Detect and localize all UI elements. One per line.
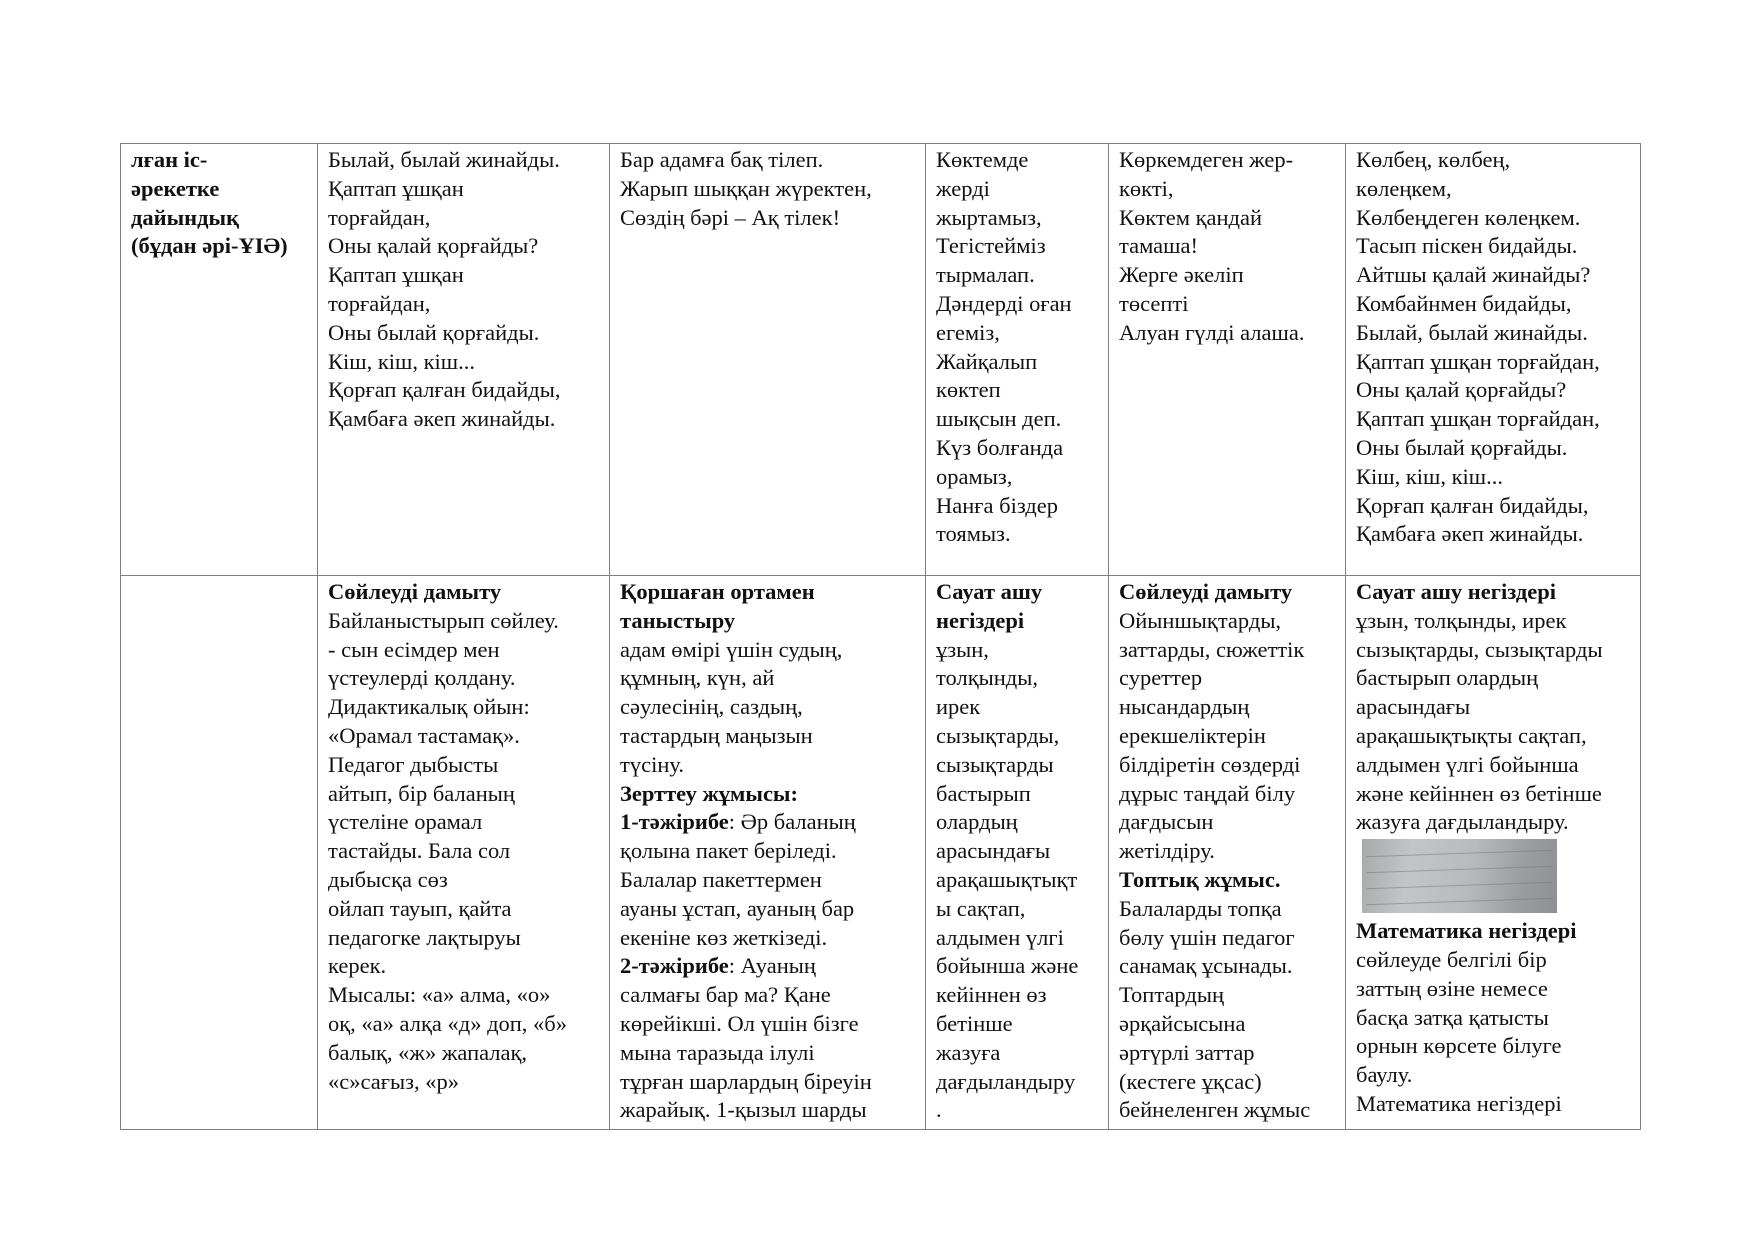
text-line: бетінше xyxy=(936,1010,1013,1036)
text-line: және кейіннен өз бетінше xyxy=(1356,780,1602,806)
text-line: суреттер xyxy=(1119,665,1203,691)
text-line: Күз болғанда xyxy=(936,434,1064,460)
text-line: тырмалап. xyxy=(936,262,1035,288)
text-line: жазуға дағдыландыру. xyxy=(1356,809,1569,835)
text-line: Байланыстырып сөйлеу. xyxy=(328,607,559,633)
text-line: Қаптап ұшқан xyxy=(328,175,464,201)
text-line: Қаптап ұшқан xyxy=(328,262,464,288)
text-line: бастырып xyxy=(936,780,1031,806)
text-line: «Орамал тастамақ». xyxy=(328,722,520,748)
poem-text xyxy=(1119,146,1335,348)
text-line: Дәндерді оған xyxy=(936,290,1072,316)
text-line: Топтардың xyxy=(1119,982,1224,1008)
text-line: ауаны ұстап, ауаның бар xyxy=(620,895,855,921)
text-line: сызықтарды, сызықтарды xyxy=(1356,636,1603,662)
row-label xyxy=(131,146,307,261)
text-line: Былай, былай жинайды. xyxy=(1356,319,1588,345)
research-heading: Зерттеу жұмысы: xyxy=(620,780,798,806)
text-line: Қорғап қалған бидайды, xyxy=(1356,492,1589,518)
text-line: Айтшы қалай жинайды? xyxy=(1356,262,1591,288)
text-line: Алуан гүлді алаша. xyxy=(1119,319,1305,345)
text-line: тастардың маңызын xyxy=(620,722,813,748)
text-line: санамақ ұсынады. xyxy=(1119,953,1293,979)
activity-text xyxy=(1356,946,1630,1119)
text-line: жарайық. 1-қызыл шарды xyxy=(620,1097,867,1123)
text-line: (бұдан әрі-ҰІӘ) xyxy=(131,233,288,259)
text-line: тұрған шарлардың біреуін xyxy=(620,1068,872,1094)
text-line: Математика негіздері xyxy=(1356,1090,1562,1116)
text-line: құмның, күн, ай xyxy=(620,665,775,691)
text-line: дайындық xyxy=(131,204,240,230)
text-line: Көктемде xyxy=(936,147,1029,172)
text-line: көлеңкем, xyxy=(1356,175,1452,201)
text-line: Қаптап ұшқан торғайдан, xyxy=(1356,406,1600,432)
section-heading: Сөйлеуді дамыту xyxy=(328,579,502,604)
text-line: Нанға біздер xyxy=(936,492,1058,518)
text-line: жетілдіру. xyxy=(1119,838,1215,864)
text-line: Қаптап ұшқан торғайдан, xyxy=(1356,348,1600,374)
activity-cell-4 xyxy=(1109,576,1346,1130)
text-line: үстеулерді қолдану. xyxy=(328,665,516,691)
text-line: Жарып шыққан жүректен, xyxy=(620,175,872,201)
text-line: тоямыз. xyxy=(936,521,1011,547)
text-line: бейнеленген жұмыс xyxy=(1119,1097,1311,1123)
text-line: ы сақтап, xyxy=(936,895,1026,921)
text-line: көктеп xyxy=(936,377,1001,403)
text-line: Тегістейміз xyxy=(936,233,1046,259)
section-heading: таныстыру xyxy=(620,607,736,633)
text-line: «с»сағыз, «р» xyxy=(328,1068,459,1094)
text-line: арақашықтықт xyxy=(936,866,1078,892)
text-line: Балаларды топқа xyxy=(1119,895,1282,921)
text-line: педагогке лақтыруы xyxy=(328,924,521,950)
text-line: ойлап тауып, қайта xyxy=(328,895,512,921)
poem-text xyxy=(620,146,915,232)
text-line: Көлбең, көлбең, xyxy=(1356,147,1511,172)
activity-text xyxy=(1119,607,1335,866)
text-line: Былай, былай жинайды. xyxy=(328,147,560,172)
text-line: алдымен үлгі xyxy=(936,924,1064,950)
poem-cell-2 xyxy=(610,144,926,576)
text-line: балық, «ж» жапалақ, xyxy=(328,1039,528,1065)
group-work-heading: Топтық жұмыс. xyxy=(1119,866,1281,892)
text-line: Қорғап қалған бидайды, xyxy=(328,377,561,403)
text-line: Тасып піскен бидайды. xyxy=(1356,233,1578,259)
text-line: Көлбеңдеген көлеңкем. xyxy=(1356,204,1581,230)
activity-text xyxy=(936,636,1098,1126)
experiment-1-label: 1-тәжірибе xyxy=(620,809,729,835)
text-line: Дидактикалық ойын: xyxy=(328,694,530,720)
text-line: Комбайнмен бидайды, xyxy=(1356,290,1572,316)
activity-text xyxy=(620,837,915,952)
section-heading: Сөйлеуді дамыту xyxy=(1119,579,1293,604)
section-heading: Сауат ашу негіздері xyxy=(1356,579,1556,604)
text-line: Педагог дыбысты xyxy=(328,751,499,777)
text-line: әрекетке xyxy=(131,175,220,201)
text-line: төсепті xyxy=(1119,290,1189,316)
text-line: жерді xyxy=(936,175,990,201)
text-line: . xyxy=(936,1097,942,1123)
text-line: көрейікші. Ол үшін бізге xyxy=(620,1010,859,1036)
text-line: Оны былай қорғайды. xyxy=(328,319,540,345)
text-line: Ойыншықтарды, xyxy=(1119,607,1282,633)
poem-cell-3 xyxy=(926,144,1109,576)
section-heading: Қоршаған ортамен xyxy=(620,579,815,604)
lesson-plan-table xyxy=(120,143,1641,1130)
text-line: үстеліне орамал xyxy=(328,809,483,835)
text-line: түсіну. xyxy=(620,751,684,777)
activity-text xyxy=(1356,607,1630,837)
text-line: - сын есімдер мен xyxy=(328,636,500,662)
text-line: торғайдан, xyxy=(328,204,431,230)
text-line: Көктем қандай xyxy=(1119,204,1263,230)
activity-cell-2 xyxy=(610,576,926,1130)
text-line: арақашықтықты сақтап, xyxy=(1356,722,1587,748)
text-line: Кіш, кіш, кіш... xyxy=(328,348,475,374)
activity-text xyxy=(620,636,915,780)
text-line: лған іс- xyxy=(131,147,208,172)
text-line: заттарды, сюжеттік xyxy=(1119,636,1305,662)
text-line: шықсын деп. xyxy=(936,406,1062,432)
text-line: Қамбаға әкеп жинайды. xyxy=(328,406,556,432)
text-line: (кестеге ұқсас) xyxy=(1119,1068,1262,1094)
activity-cell-1 xyxy=(318,576,610,1130)
text-line: Жерге әкеліп xyxy=(1119,262,1244,288)
text-line: орнын көрсете білуге xyxy=(1356,1033,1562,1059)
text-line: Оны былай қорғайды. xyxy=(1356,434,1568,460)
text-line: тамаша! xyxy=(1119,233,1198,259)
text-line: айтып, бір баланың xyxy=(328,780,515,806)
text-line: Оны қалай қорғайды? xyxy=(1356,377,1567,403)
poem-cell-1 xyxy=(318,144,610,576)
section-heading: негіздері xyxy=(936,607,1025,633)
text-line: мына таразыда ілулі xyxy=(620,1039,815,1065)
experiment-1-line: 1-тәжірибе: Әр баланың xyxy=(620,809,856,835)
text-line: ұзын, толқынды, ирек xyxy=(1356,607,1567,633)
section-heading: Сауат ашу xyxy=(936,579,1043,604)
text-line: ерекшеліктерін xyxy=(1119,722,1266,748)
table-row xyxy=(121,576,1641,1130)
poem-text xyxy=(328,146,599,434)
text-line: керек. xyxy=(328,953,387,979)
activity-text xyxy=(620,981,915,1125)
text-line: жыртамыз, xyxy=(936,204,1042,230)
text-line: алдымен үлгі бойынша xyxy=(1356,751,1579,777)
text-line: олардың xyxy=(936,809,1018,835)
text-line: заттың өзіне немесе xyxy=(1356,975,1548,1001)
activity-text xyxy=(328,607,599,1097)
text-line: Бар адамға бақ тілеп. xyxy=(620,147,824,172)
text-line: әрқайсысына xyxy=(1119,1010,1246,1036)
text-line: басқа затқа қатысты xyxy=(1356,1004,1549,1030)
experiment-2-line: 2-тәжірибе: Ауаның xyxy=(620,953,816,979)
text-line: дұрыс таңдай білу xyxy=(1119,780,1296,806)
empty-label-cell xyxy=(121,576,318,1130)
poem-cell-4 xyxy=(1109,144,1346,576)
text-line: сызықтарды, xyxy=(936,722,1060,748)
text-line: білдіретін сөздерді xyxy=(1119,751,1301,777)
text-line: торғайдан, xyxy=(328,290,431,316)
text-line: оқ, «а» алқа «д» доп, «б» xyxy=(328,1010,568,1036)
text-line: Балалар пакеттермен xyxy=(620,866,822,892)
text-line: қолына пакет беріледі. xyxy=(620,838,837,864)
text-line: ирек xyxy=(936,694,981,720)
text-line: адам өмірі үшін судың, xyxy=(620,636,843,662)
text-line: Оны қалай қорғайды? xyxy=(328,233,539,259)
table-row xyxy=(121,144,1641,576)
text-line: жазуға xyxy=(936,1039,1001,1065)
text-line: ұзын, xyxy=(936,636,989,662)
text-line: салмағы бар ма? Қане xyxy=(620,982,831,1008)
text-line: бойынша және xyxy=(936,953,1079,979)
text-line: екеніне көз жеткізеді. xyxy=(620,924,828,950)
text-line: бастырып олардың xyxy=(1356,665,1539,691)
text-line: дағдысын xyxy=(1119,809,1214,835)
text-line: нысандардың xyxy=(1119,694,1250,720)
row-label-cell xyxy=(121,144,318,576)
text-line: Сөздің бәрі – Ақ тілек! xyxy=(620,204,841,230)
activity-cell-3 xyxy=(926,576,1109,1130)
text-line: орамыз, xyxy=(936,463,1013,489)
text-line: сызықтарды xyxy=(936,751,1054,777)
activity-text xyxy=(1119,895,1335,1125)
text-line: баулу. xyxy=(1356,1062,1413,1088)
text-line: арасындағы xyxy=(1356,694,1471,720)
text-line: дыбысқа сөз xyxy=(328,866,448,892)
text-line: сөйлеуде белгілі бір xyxy=(1356,946,1547,972)
text-line: бөлу үшін педагог xyxy=(1119,924,1295,950)
text-line: тастайды. Бала сол xyxy=(328,838,511,864)
text-line: арасындағы xyxy=(936,838,1051,864)
text-line: Кіш, кіш, кіш... xyxy=(1356,463,1503,489)
text-line: Мысалы: «а» алма, «о» xyxy=(328,982,551,1008)
text-line: сәулесінің, саздың, xyxy=(620,694,803,720)
poem-text xyxy=(936,146,1098,549)
poem-text xyxy=(1356,146,1630,549)
text-line: Жайқалып xyxy=(936,348,1038,374)
handwriting-sample-photo xyxy=(1362,839,1557,913)
text-line: кейіннен өз xyxy=(936,982,1047,1008)
activity-cell-5 xyxy=(1346,576,1641,1130)
text-line: көкті, xyxy=(1119,175,1174,201)
experiment-2-label: 2-тәжірибе xyxy=(620,953,729,979)
math-heading: Математика негіздері xyxy=(1356,918,1577,944)
text-line: Қамбаға әкеп жинайды. xyxy=(1356,521,1584,547)
text-line: Көркемдеген жер- xyxy=(1119,147,1294,172)
text-line: дағдыландыру xyxy=(936,1068,1076,1094)
poem-cell-5 xyxy=(1346,144,1641,576)
text-line: әртүрлі заттар xyxy=(1119,1039,1255,1065)
text-line: егеміз, xyxy=(936,319,1000,345)
text-line: толқынды, xyxy=(936,665,1038,691)
